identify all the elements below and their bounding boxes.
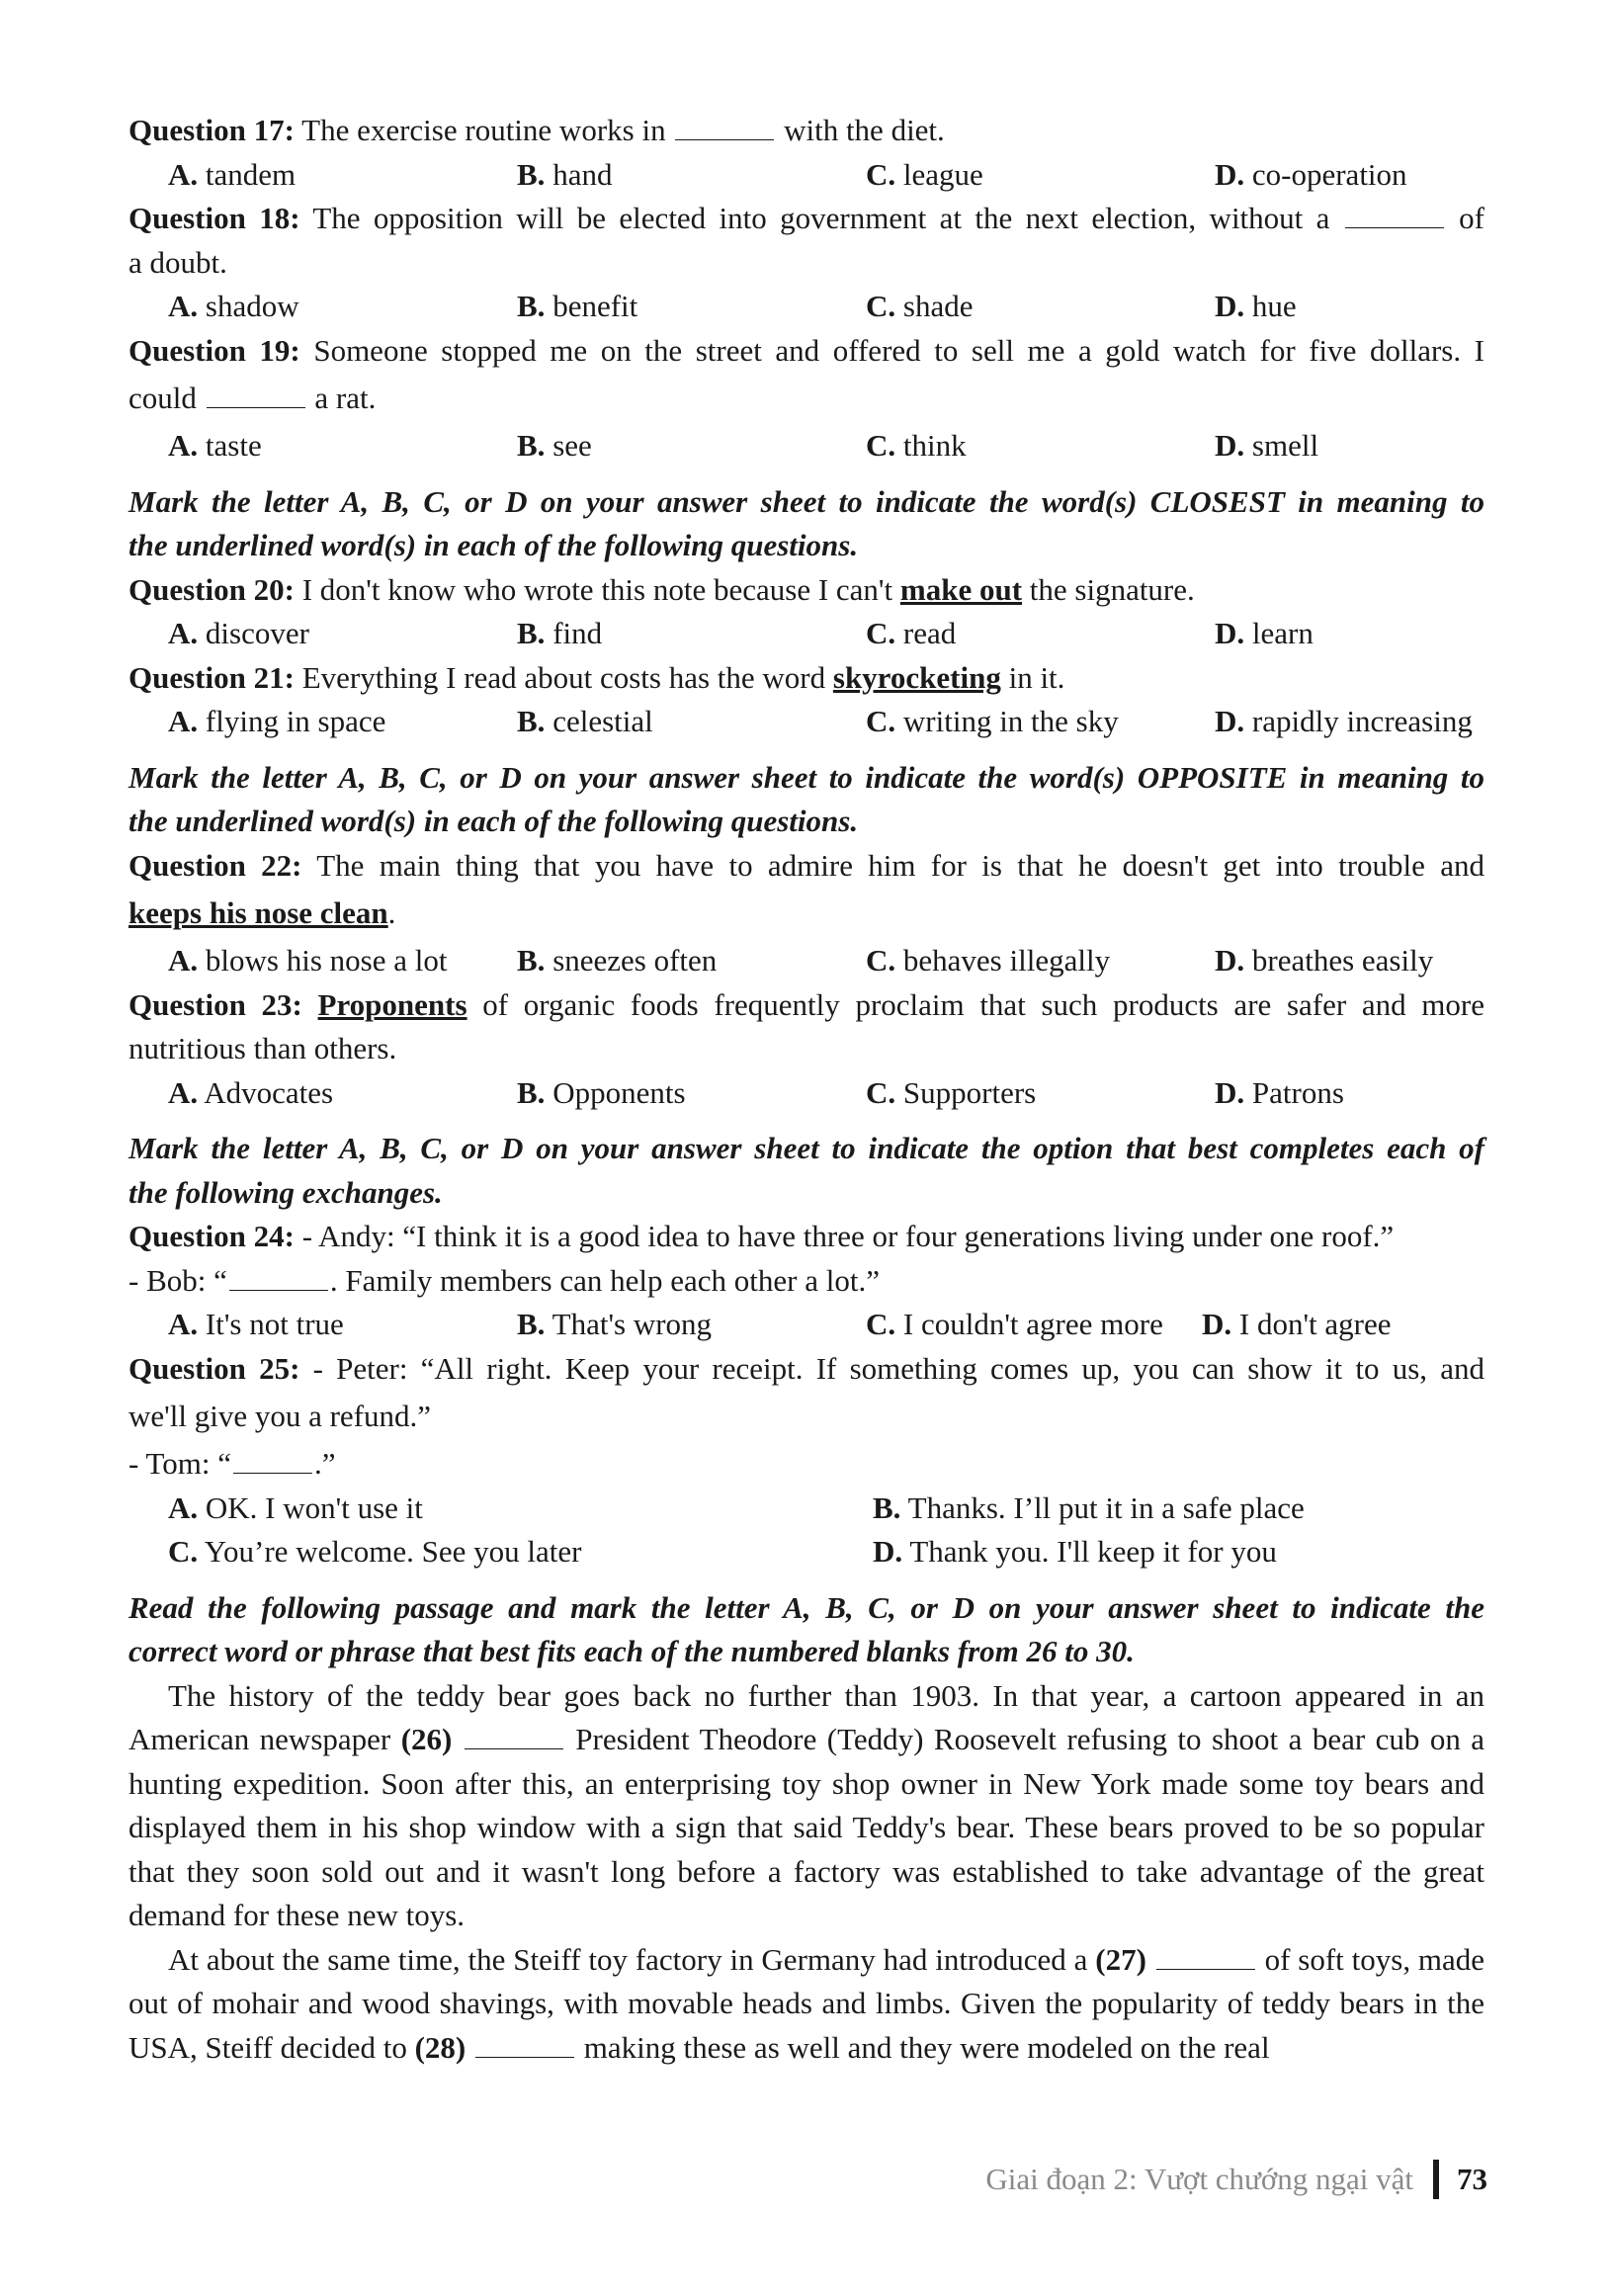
blank-number: (28) bbox=[414, 2029, 466, 2065]
underlined-phrase: skyrocketing bbox=[832, 659, 1001, 695]
content bbox=[128, 109, 1484, 2070]
question-text: The exercise routine works in bbox=[301, 113, 666, 147]
option-a: A. tandem bbox=[168, 156, 297, 192]
instruction-exchange-line2: the following exchanges. bbox=[128, 1174, 443, 1210]
question-22: Question 22: The main thing that you have to admire him for is that he doesn't get into trouble and bbox=[128, 847, 1484, 883]
option-d: D. breathes easily bbox=[1215, 943, 1434, 978]
question-label: Question 19: bbox=[128, 332, 300, 368]
options-24 bbox=[128, 1303, 1484, 1347]
option-a: A. shadow bbox=[168, 289, 299, 323]
option-d: D. I don't agree bbox=[1202, 1307, 1392, 1341]
instruction-exchange: Mark the letter A, B, C, or D on your answer sheet to indicate the option that best completes each of bbox=[128, 1131, 1484, 1165]
option-b: B. benefit bbox=[517, 289, 638, 323]
option-d: D. co-operation bbox=[1215, 156, 1407, 192]
question-label: Question 24: bbox=[128, 1219, 295, 1253]
question-22-line2: keeps his nose clean. bbox=[128, 895, 396, 930]
question-18: Question 18: The opposition will be elected into government at the next election, without a of bbox=[128, 201, 1484, 235]
question-17 bbox=[128, 109, 1484, 153]
question-label: Question 18: bbox=[128, 201, 300, 235]
option-c: C. Supporters bbox=[866, 1074, 1037, 1110]
option-b: B. find bbox=[517, 616, 603, 650]
underlined-phrase: make out bbox=[899, 571, 1023, 607]
option-b: B. see bbox=[517, 428, 592, 463]
passage-paragraph-2: At about the same time, the Steiff toy factory in Germany had introduced a (27) of soft toys, made out of mohair and wood shavings, with movable heads and limbs. Given the popularity of teddy bears in the USA, Steiff decided to (28) making these as well and they were modeled on the real bbox=[128, 1941, 1485, 2065]
options-25-row2 bbox=[128, 1530, 1484, 1574]
blank-number: (27) bbox=[1095, 1941, 1146, 1977]
option-c: C. shade bbox=[866, 289, 974, 323]
option-a: A. blows his nose a lot bbox=[168, 943, 448, 978]
option-d: D. smell bbox=[1215, 428, 1319, 463]
question-label: Question 20: bbox=[128, 571, 295, 607]
option-a: A. taste bbox=[168, 428, 262, 463]
instruction-passage: Read the following passage and mark the letter A, B, C, or D on your answer sheet to indicate the bbox=[128, 1589, 1484, 1625]
option-b: B. celestial bbox=[517, 704, 653, 738]
instruction-closest-line2: the underlined word(s) in each of the following questions. bbox=[128, 528, 859, 562]
question-19-line2: could a rat. bbox=[128, 381, 377, 415]
options-19 bbox=[128, 424, 1484, 468]
option-c: C. read bbox=[866, 616, 957, 650]
question-24: Question 24: - Andy: “I think it is a good idea to have three or four generations living under one roof.” bbox=[128, 1219, 1395, 1253]
passage-paragraph-1: The history of the teddy bear goes back no further than 1903. In that year, a cartoon appeared in an American newspaper (26) President Theodore (Teddy) Roosevelt refusing to shoot a bear cub on a hunting expedition. Soon after this, an enterprising toy shop owner in New York made some toy bears and displayed them in his shop window with a sign that said Teddy's bear. These bears proved to be so popular that they soon sold out and it wasn't long before a factory was established to take advantage of the great demand for these new toys. bbox=[128, 1677, 1485, 1932]
option-a: A. discover bbox=[168, 616, 309, 650]
question-25: Question 25: - Peter: “All right. Keep your receipt. If something comes up, you can show it to us, and bbox=[128, 1350, 1484, 1386]
question-text: with the diet. bbox=[784, 113, 945, 147]
options-20 bbox=[128, 612, 1484, 656]
option-d: D. Patrons bbox=[1215, 1074, 1344, 1110]
question-label: Question 25: bbox=[128, 1350, 300, 1386]
options-17 bbox=[128, 153, 1484, 198]
option-c: C. You’re welcome. See you later bbox=[168, 1534, 582, 1569]
question-18-line2: a doubt. bbox=[128, 244, 227, 280]
options-18 bbox=[128, 285, 1484, 329]
answer-blank bbox=[1156, 1945, 1255, 1970]
answer-blank bbox=[475, 2033, 574, 2058]
underlined-phrase: keeps his nose clean bbox=[128, 895, 388, 930]
options-22 bbox=[128, 939, 1484, 983]
question-23: Question 23: Proponents of organic foods frequently proclaim that such products are safer and more bbox=[128, 986, 1484, 1022]
blank-number: (26) bbox=[400, 1722, 453, 1756]
instruction-passage-line2: correct word or phrase that best fits each of the numbered blanks from 26 to 30. bbox=[128, 1634, 1135, 1668]
question-19: Question 19: Someone stopped me on the street and offered to sell me a gold watch for five dollars. I bbox=[128, 332, 1485, 368]
option-d: D. Thank you. I'll keep it for you bbox=[873, 1534, 1277, 1569]
option-c: C. think bbox=[866, 428, 967, 463]
option-c: C. writing in the sky bbox=[866, 704, 1119, 738]
answer-blank bbox=[207, 383, 305, 408]
instruction-opposite: Mark the letter A, B, C, or D on your answer sheet to indicate the word(s) OPPOSITE in meaning to bbox=[128, 759, 1484, 795]
options-23 bbox=[128, 1071, 1484, 1116]
option-d: D. hue bbox=[1215, 289, 1297, 323]
underlined-phrase: Proponents bbox=[317, 986, 467, 1022]
answer-blank bbox=[229, 1266, 328, 1291]
option-b: B. sneezes often bbox=[517, 943, 718, 978]
question-label: Question 21: bbox=[128, 659, 295, 695]
question-label: Question 17: bbox=[128, 113, 295, 147]
option-a: A. flying in space bbox=[168, 704, 386, 738]
answer-blank bbox=[233, 1449, 312, 1474]
option-a: A. It's not true bbox=[168, 1307, 344, 1341]
option-d: D. learn bbox=[1215, 616, 1314, 650]
footer-title: Giai đoạn 2: Vượt chướng ngại vật bbox=[985, 2162, 1413, 2196]
footer-divider bbox=[1433, 2160, 1439, 2199]
question-24-line2: - Bob: “ . Family members can help each other a lot.” bbox=[128, 1262, 880, 1298]
question-25-line3: - Tom: “ .” bbox=[128, 1446, 336, 1481]
question-21: Question 21: Everything I read about costs has the word skyrocketing in it. bbox=[128, 659, 1065, 695]
option-a: A. OK. I won't use it bbox=[168, 1489, 423, 1525]
question-20: Question 20: I don't know who wrote this note because I can't make out the signature. bbox=[128, 571, 1195, 607]
option-c: C. league bbox=[866, 156, 983, 192]
option-b: B. That's wrong bbox=[517, 1307, 713, 1341]
option-c: C. I couldn't agree more bbox=[866, 1307, 1163, 1341]
option-d: D. rapidly increasing bbox=[1215, 704, 1473, 738]
option-b: B. hand bbox=[517, 156, 613, 192]
instruction-opposite-line2: the underlined word(s) in each of the following questions. bbox=[128, 804, 859, 838]
option-c: C. behaves illegally bbox=[866, 943, 1111, 978]
question-label: Question 23: bbox=[128, 986, 302, 1022]
page-number: 73 bbox=[1457, 2162, 1487, 2196]
option-b: B. Opponents bbox=[517, 1074, 686, 1110]
instruction-closest: Mark the letter A, B, C, or D on your answer sheet to indicate the word(s) CLOSEST in meaning to bbox=[128, 483, 1484, 519]
page-footer bbox=[985, 2158, 1487, 2201]
options-25-row1 bbox=[128, 1487, 1484, 1531]
answer-blank bbox=[1345, 204, 1444, 228]
question-label: Question 22: bbox=[128, 847, 302, 883]
options-21 bbox=[128, 700, 1484, 744]
answer-blank bbox=[675, 116, 774, 140]
answer-blank bbox=[465, 1725, 563, 1749]
option-a: A. Advocates bbox=[168, 1074, 334, 1110]
option-b: B. Thanks. I’ll put it in a safe place bbox=[873, 1489, 1305, 1525]
question-23-line2: nutritious than others. bbox=[128, 1031, 397, 1065]
question-25-line2: we'll give you a refund.” bbox=[128, 1399, 432, 1433]
